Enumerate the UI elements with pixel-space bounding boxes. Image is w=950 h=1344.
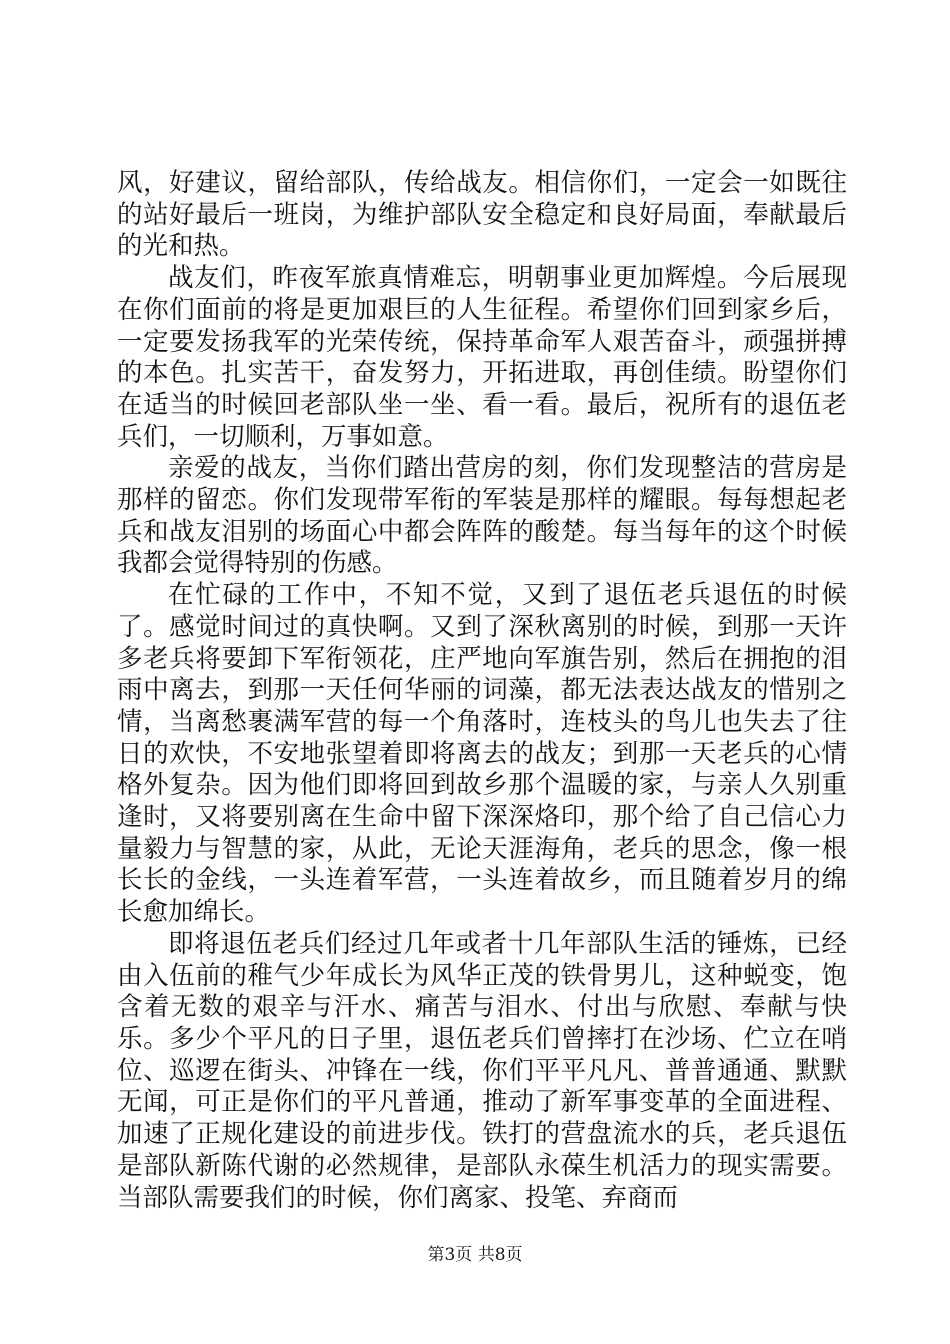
paragraph-2: 战友们，昨夜军旅真情难忘，明朝事业更加辉煌。今后展现在你们面前的将是更加艰巨的人生征程。希望你们回到家乡后，一定要发扬我军的光荣传统，保持革命军人艰苦奋斗，顽强拼搏的本色。扎实苦干，奋发努力，开拓进取，再创佳绩。盼望你们在适当的时候回老部队坐一坐、看一看。最后，祝所有的退伍老兵们，一切顺利，万事如意。 (117, 263, 847, 452)
paragraph-3: 亲爱的战友，当你们踏出营房的刻，你们发现整洁的营房是那样的留恋。你们发现带军衔的军装是那样的耀眼。每每想起老兵和战友泪别的场面心中都会阵阵的酸楚。每当每年的这个时候我都会觉得特别的伤感。 (117, 453, 847, 579)
paragraph-1: 风，好建议，留给部队，传给战友。相信你们，一定会一如既往的站好最后一班岗，为维护部队安全稳定和良好局面，奉献最后的光和热。 (117, 168, 847, 262)
paragraph-5: 即将退伍老兵们经过几年或者十几年部队生活的锤炼，已经由入伍前的稚气少年成长为风华正茂的铁骨男儿，这种蜕变，饱含着无数的艰辛与汗水、痛苦与泪水、付出与欣慰、奉献与快乐。多少个平凡的日子里，退伍老兵们曾摔打在沙场、伫立在哨位、巡逻在街头、冲锋在一线，你们平平凡凡、普普通通、默默无闻，可正是你们的平凡普通，推动了新军事变革的全面进程、加速了正规化建设的前进步伐。铁打的营盘流水的兵，老兵退伍是部队新陈代谢的必然规律，是部队永葆生机活力的现实需要。当部队需要我们的时候，你们离家、投笔、弃商而 (117, 928, 847, 1213)
body-text (117, 168, 847, 1214)
page-number: 第3页 共8页 (427, 1245, 523, 1265)
paragraph-4: 在忙碌的工作中，不知不觉，又到了退伍老兵退伍的时候了。感觉时间过的真快啊。又到了深秋离别的时候，到那一天许多老兵将要卸下军衔领花，庄严地向军旗告别，然后在拥抱的泪雨中离去，到那一天任何华丽的词藻，都无法表达战友的惜别之情，当离愁裹满军营的每一个角落时，连枝头的鸟儿也失去了往日的欢快，不安地张望着即将离去的战友；到那一天老兵的心情格外复杂。因为他们即将回到故乡那个温暖的家，与亲人久别重逢时，又将要别离在生命中留下深深烙印，那个给了自己信心力量毅力与智慧的家，从此，无论天涯海角，老兵的思念，像一根长长的金线，一头连着军营，一头连着故乡，而且随着岁月的绵长愈加绵长。 (117, 580, 847, 928)
page-footer (0, 1240, 950, 1265)
